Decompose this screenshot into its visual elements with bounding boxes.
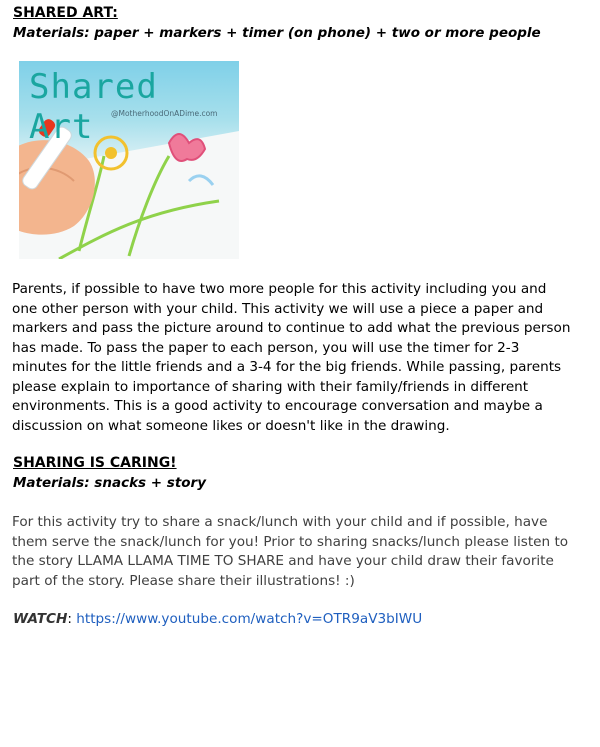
shared-art-materials: Materials: paper + markers + timer (on phone) + two or more people xyxy=(13,25,541,41)
photo-title: Shared Art xyxy=(29,67,158,147)
watch-line xyxy=(13,610,422,629)
shared-art-heading: SHARED ART: xyxy=(13,5,118,21)
sharing-is-caring-heading: SHARING IS CARING! xyxy=(13,455,177,471)
shared-art-photo xyxy=(19,61,239,259)
youtube-link[interactable]: https://www.youtube.com/watch?v=OTR9aV3bIWU xyxy=(76,611,423,627)
sharing-is-caring-materials: Materials: snacks + story xyxy=(13,475,207,491)
photo-credit: @MotherhoodOnADime.com xyxy=(111,109,218,118)
watch-label: WATCH xyxy=(13,611,68,627)
watch-separator: : xyxy=(67,611,77,627)
shared-art-paragraph: Parents, if possible to have two more people for this activity including you and one other person with your child. This activity we will use a piece a paper and markers and pass the picture around to continue to add what the previous person has made. To pass the paper to each person, you will use the timer for 2-3 minutes for the little friends and a 3-4 for the big friends. While passing, parents please explain to importance of sharing with their family/friends in different environments. This is a good activity to encourage conversation and maybe a discussion on what someone likes or doesn't like in the drawing. xyxy=(12,281,571,434)
sharing-is-caring-paragraph: For this activity try to share a snack/lunch with your child and if possible, have them serve the snack/lunch for you! Prior to sharing snacks/lunch please listen to the story LLAMA LLAMA TIME TO SHARE and have your child draw their favorite part of the story. Please share their illustrations! :) xyxy=(12,514,569,589)
